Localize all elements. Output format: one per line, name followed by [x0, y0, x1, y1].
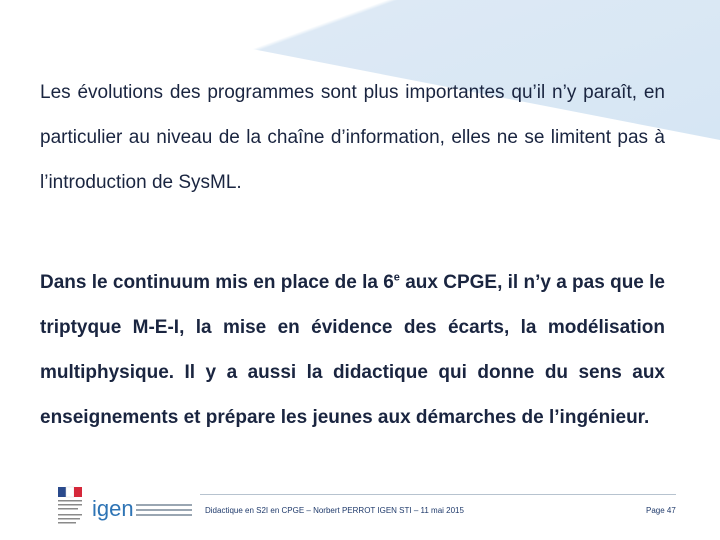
footer-divider — [200, 494, 676, 495]
ordinal-superscript: e — [393, 271, 400, 284]
paragraph-continuum — [40, 260, 665, 440]
paragraph-continuum-part1: Dans le continuum mis en place de la 6 — [40, 272, 394, 293]
page-number: Page 47 — [646, 506, 676, 515]
igen-logo-icon — [92, 496, 192, 536]
marianne-logo-icon — [55, 484, 85, 532]
paragraph-continuum-part2: aux CPGE, il n’y a pas que le triptyque M-E-I, la mise en évidence des écarts, la modélisation multiphysique. Il y a aussi la didactique qui donne du sens aux enseignements et prépare les jeunes aux démarches de l’ingénieur. — [40, 272, 665, 428]
igen-logo-subtitle-lines — [136, 504, 192, 522]
paragraph-programme-evolutions: Les évolutions des programmes sont plus importantes qu’il n’y paraît, en particulier au niveau de la chaîne d’information, elles ne se limitent pas à l’introduction de SysML. — [40, 82, 665, 193]
footer-caption: Didactique en S2I en CPGE – Norbert PERROT IGEN STI – 11 mai 2015 — [205, 506, 464, 515]
igen-logo-text: igen — [92, 496, 134, 521]
